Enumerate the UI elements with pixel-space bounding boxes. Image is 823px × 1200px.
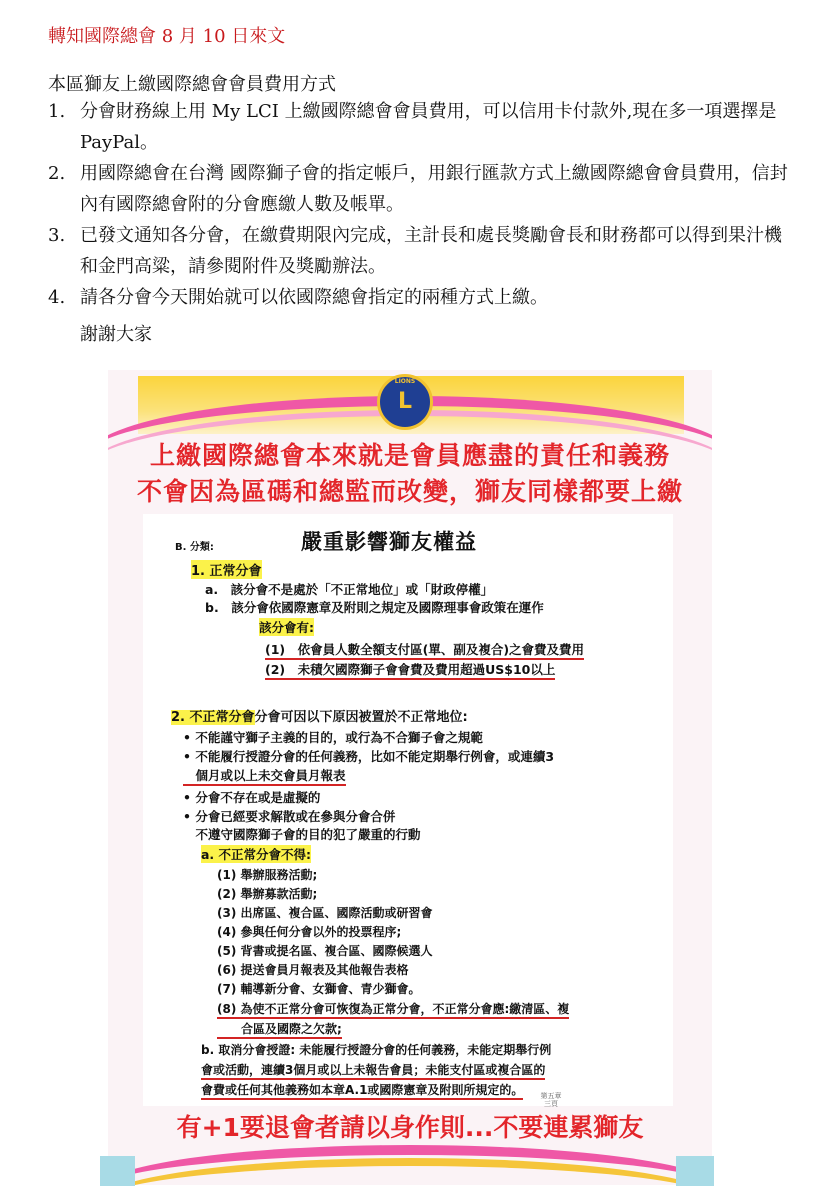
cannot-item: (5) 背書或提名區、複合區、國際候選人	[217, 944, 433, 958]
cannot-heading: a. 不正常分會不得:	[201, 847, 312, 862]
normal-item-b: b. 該分會依國際憲章及附則之規定及國際理事會政策在運作	[205, 600, 544, 615]
list-number: 3.	[48, 225, 66, 246]
cannot-item: (6) 提送會員月報表及其他報告表格	[217, 963, 409, 977]
list-item	[48, 96, 788, 158]
cannot-item: 合區及國際之欠款;	[217, 1020, 342, 1039]
revoke-line: b. 取消分會授證: 未能履行授證分會的任何義務，未能定期舉行例	[201, 1043, 552, 1057]
blue-bar-left	[100, 1156, 135, 1186]
normal-club-heading: 1. 正常分會	[191, 560, 262, 579]
cannot-item: (7) 輔導新分會、女獅會、青少獅會。	[217, 982, 421, 996]
list-number: 1.	[48, 101, 66, 122]
normal-item-a: a. 該分會不是處於「不正常地位」或「財政停權」	[205, 582, 494, 597]
poster-big-title: 嚴重影響獅友權益	[301, 530, 477, 554]
logo-text: LIONS	[394, 378, 416, 385]
poster-footer: 有+1要退會者請以身作則...不要連累獅友	[176, 1113, 644, 1142]
list-item	[48, 158, 788, 220]
reason-item: • 分會不存在或是虛擬的	[183, 790, 321, 805]
reason-item: • 不能謹守獅子主義的目的，或行為不合獅子會之規範	[183, 730, 483, 745]
revoke-line: 會費或任何其他義務如本章A.1或國際憲章及附則所規定的。	[201, 1081, 523, 1100]
reason-item: 不遵守國際獅子會的目的犯了嚴重的行動	[183, 827, 421, 842]
club-has-label: 該分會有:	[259, 620, 314, 635]
list-number: 2.	[48, 163, 66, 184]
abnormal-heading-rest: 分會可因以下原因被置於不正常地位:	[254, 710, 468, 725]
list-item	[48, 282, 788, 313]
instruction-list	[48, 96, 788, 313]
logo-letter: L	[397, 389, 413, 414]
section-label: B. 分類:	[175, 542, 214, 553]
poster-image	[108, 370, 712, 1185]
thanks-text: 謝謝大家	[80, 324, 152, 345]
reason-item: 個月或以上未交會員月報表	[183, 766, 346, 786]
list-text: 請各分會今天開始就可以依國際總會指定的兩種方式上繳。	[80, 287, 548, 308]
club-has-2: (2) 未積欠國際獅子會會費及費用超過US$10以上	[265, 660, 555, 680]
club-has-1: (1) 依會員人數全額支付區(單、副及複合)之會費及費用	[265, 640, 584, 660]
page-stamp: 第五章 三頁	[540, 1092, 562, 1108]
blue-bar-right	[676, 1156, 714, 1186]
poster-headline-2: 不會因為區碼和總監而改變，獅友同樣都要上繳	[136, 477, 683, 506]
cannot-item: (8) 為使不正常分會可恢復為正常分會，不正常分會應:繳清區、複	[217, 1000, 569, 1019]
cannot-item: (4) 參與任何分會以外的投票程序;	[217, 925, 402, 939]
intro-text: 本區獅友上繳國際總會會員費用方式	[48, 74, 336, 95]
list-number: 4.	[48, 287, 66, 308]
cannot-item: (2) 舉辦募款活動;	[217, 887, 318, 901]
abnormal-heading	[171, 706, 468, 725]
poster-headline-1: 上繳國際總會本來就是會員應盡的責任和義務	[149, 441, 670, 470]
reason-item: • 不能履行授證分會的任何義務，比如不能定期舉行例會，或連續3	[183, 749, 555, 764]
cannot-item: (1) 舉辦服務活動;	[217, 868, 318, 882]
list-text: 用國際總會在台灣 國際獅子會的指定帳戶，用銀行匯款方式上繳國際總會會員費用，信封內有國際總會附的分會應繳人數及帳單。	[80, 163, 788, 215]
reason-item: • 分會已經要求解散或在參與分會合併	[183, 809, 396, 824]
abnormal-heading-highlight: 2. 不正常分會	[171, 710, 255, 725]
revoke-line: 會或活動，連續3個月或以上未報告會員；未能支付區或複合區的	[201, 1061, 545, 1080]
list-text: 已發文通知各分會，在繳費期限內完成，主計長和處長獎勵會長和財務都可以得到果汁機和金門高粱，請參閱附件及獎勵辦法。	[80, 225, 782, 277]
list-item	[48, 220, 788, 282]
poster-document	[143, 514, 673, 1106]
page-title: 轉知國際總會 8 月 10 日來文	[48, 26, 286, 47]
cannot-item: (3) 出席區、複合區、國際活動或研習會	[217, 906, 433, 920]
list-text: 分會財務線上用 My LCI 上繳國際總會會員費用，可以信用卡付款外,現在多一項選擇是 PayPal。	[80, 101, 777, 153]
lions-logo-icon	[377, 374, 433, 430]
